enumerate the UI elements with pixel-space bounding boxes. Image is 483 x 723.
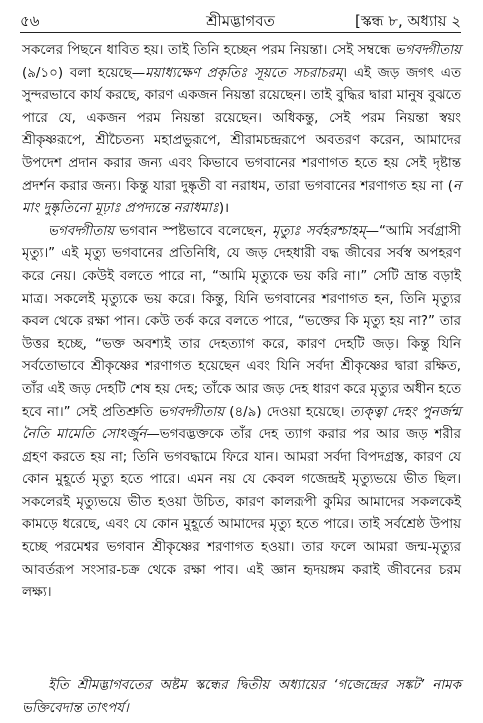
text-run: । এই জড় জগৎ এত সুন্দরভাবে কার্য করছে, কারণ একজন নিয়ন্তা রয়েছেন। তাই বুদ্ধির দ্বারা মানুষ বুঝতে পারে যে, একজন পরম নিয়ন্তা রয়েছেন। অধিকন্তু, সেই পরম নিয়ন্তা স্বয়ং শ্রীকৃষ্ণরূপে, শ্রীচৈতন্য মহাপ্রভুরূপে, শ্রীরামচন্দ্ররূপে অবতরণ করেন, আমাদের উপদেশ প্রদান করার জন্য এবং কিভাবে ভগবানের শরণাগত হতে হয় সেই দৃষ্টান্ত প্রদর্শন করার জন্য। কিন্তু যারা দুষ্কৃতী বা নরাধম, তারা ভগবানের শরণাগত হয় না ( — [22, 65, 462, 194]
chapter-end-note: ইতি শ্রীমদ্ভাগবতের অষ্টম স্কন্ধের দ্বিতীয় অধ্যায়ের ‘গজেন্দ্রের সঙ্কট’ নামক ভক্তিবেদান্ত তাৎপর্য। — [22, 678, 461, 716]
sanskrit-quote: ন মাং দুষ্কৃতিনো মূঢ়াঃ প্রপদ্যন্তে নরাধমাঃ — [22, 178, 461, 217]
canto-chapter-label: [স্কন্ধ ৮, অধ্যায় ২ — [354, 12, 461, 30]
text-run: )। — [218, 201, 230, 217]
header-rule — [20, 32, 461, 33]
sanskrit-quote: ময়াধ্যক্ষেণ প্রকৃতিঃ সূয়তে সচরাচরম্‌ — [145, 65, 343, 81]
text-run: সকলের পিছনে ধাবিত হয়। তাই তিনি হচ্ছেন পরম নিয়ন্তা। সেই সম্বন্ধে — [22, 43, 395, 58]
book-title: শ্রীমদ্ভাগবত — [206, 12, 275, 30]
italic-reference: ভগবদ্গীতায় — [48, 223, 115, 239]
italic-reference: ভগবদ্গীতায় — [158, 404, 225, 420]
page-body — [22, 40, 461, 605]
page-number: ৫৬ — [20, 12, 40, 30]
text-run: —ভগবদ্ভক্তকে তাঁর দেহ ত্যাগ করার পর আর জড় শরীর গ্রহণ করতে হয় না; তিনি ভগবদ্ধামে ফিরে যান। আমরা সর্বদা বিপদগ্রস্ত, কারণ যে কোন মুহূর্তে মৃত্যু হতে পারে। এমন নয় যে কেবল গজেন্দ্রই মৃত্যুভয়ে ভীত ছিল। সকলেরই মৃত্যুভয়ে ভীত হওয়া উচিত, কারণ কালরূপী কুমির আমাদের সকলকেই কামড়ে ধরেছে, এবং যে কোন মুহূর্তে আমাদের মৃত্যু হতে পারে। তাই সর্বশ্রেষ্ঠ উপায় হচ্ছে পরমেশ্বর ভগবান শ্রীকৃষ্ণের শরণাগত হওয়া। তার ফলে আমরা জন্ম-মৃত্যুর আবর্তরূপ সংসার-চক্র থেকে রক্ষা পাব। এই জ্ঞান হৃদয়ঙ্গম করাই জীবনের চরম লক্ষ্য। — [22, 427, 461, 601]
page-header — [20, 8, 461, 32]
paragraph-1 — [22, 40, 461, 221]
text-run: —“আমি সর্বগ্রাসী মৃত্যু।” এই মৃত্যু ভগবানের প্রতিনিধি, যে জড় দেহধারী বদ্ধ জীবের সর্বস্ব অপহরণ করে নেয়। কেউই বলতে পারে না, “আমি মৃত্যুকে ভয় করি না।” সেটি ভ্রান্ত বড়াই মাত্র। সকলেই মৃত্যুকে ভয় করে। কিন্তু, যিনি ভগবানের শরণাগত হন, তিনি মৃত্যুর কবল থেকে রক্ষা পান। কেউ তর্ক করে বলতে পারে, “ভক্তের কি মৃত্যু হয় না?” তার উত্তর হচ্ছে, “ভক্ত অবশ্যই তার দেহত্যাগ করে, কারণ দেহটি জড়। কিন্তু যিনি সর্বতোভাবে শ্রীকৃষ্ণের শরণাগত হয়েছেন এবং যিনি সর্বদা শ্রীকৃষ্ণের দ্বারা রক্ষিত, তাঁর এই জড় দেহটি শেষ হয় দেহ; তাঁকে আর জড় দেহ ধারণ করে মৃত্যুর অধীন হতে হবে না।” সেই প্রতিশ্রুতি — [22, 223, 462, 420]
text-run: ভগবান স্পষ্টভাবে বলেছেন, — [114, 223, 273, 239]
text-run: (৯/১০) বলা হয়েছে— — [22, 65, 146, 81]
text-run: (৪/৯) দেওয়া হয়েছে। — [224, 404, 350, 420]
italic-reference: ভগবদ্গীতায় — [394, 43, 461, 58]
paragraph-2 — [22, 221, 461, 605]
sanskrit-quote: ত্যক্ত্বা দেহং পুনর্জন্ম নৈতি মামেতি সোঽর্জুন — [22, 404, 462, 443]
sanskrit-quote: মৃত্যুঃ সর্বহরশ্চাহম্‌ — [272, 223, 366, 239]
